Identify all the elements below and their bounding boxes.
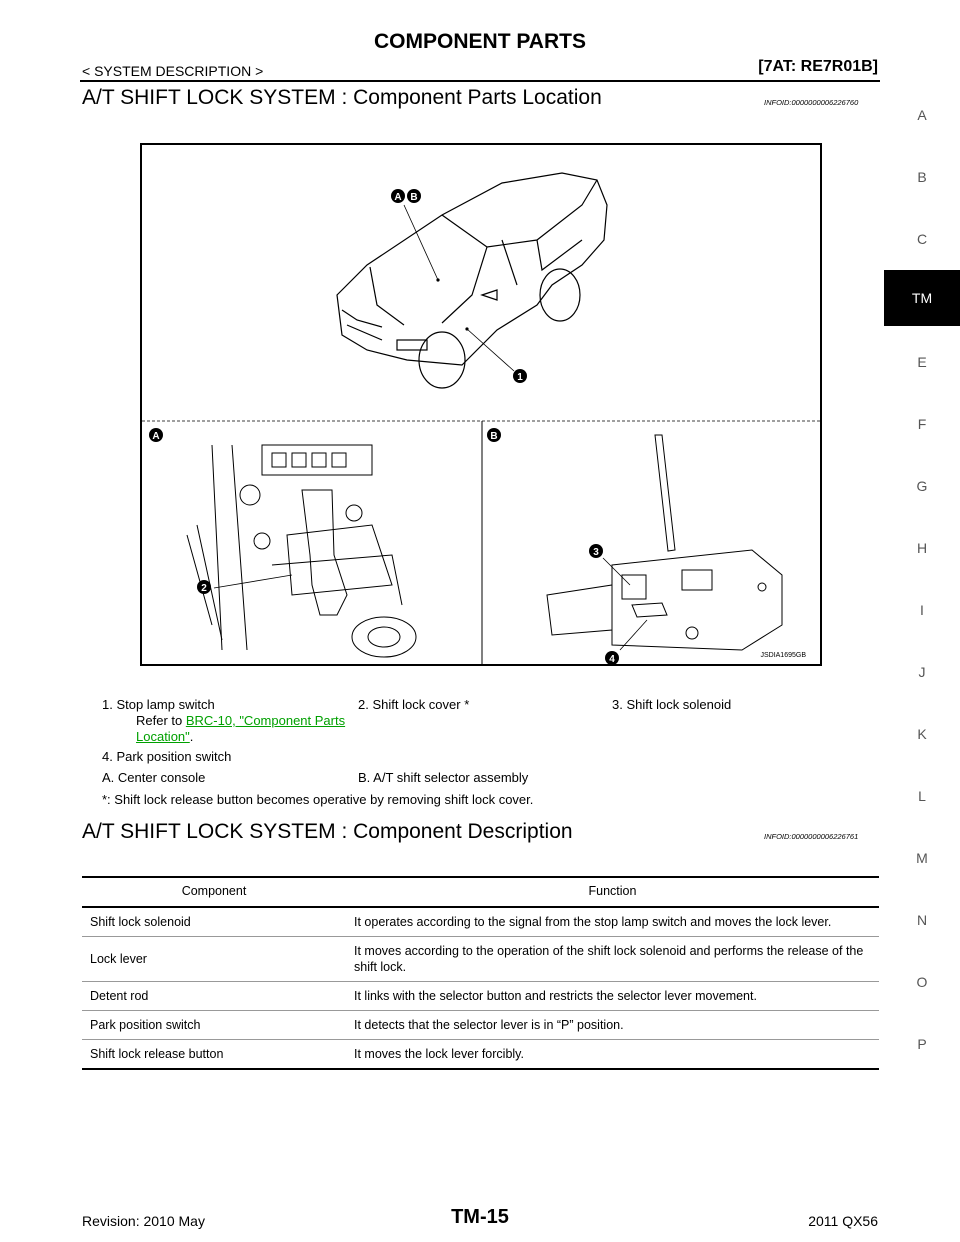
callout-b-panel — [487, 428, 501, 442]
component-location-figure — [140, 143, 822, 666]
svg-text:2: 2 — [201, 583, 207, 594]
figure-id: JSDIA1695GB — [760, 652, 806, 659]
function-cell: It moves the lock lever forcibly. — [346, 1040, 879, 1070]
svg-text:B: B — [410, 192, 418, 203]
component-cell: Shift lock release button — [82, 1040, 346, 1070]
callout-4 — [605, 651, 619, 664]
column-header-component: Component — [82, 877, 346, 907]
legend-item-2: 2. Shift lock cover * — [358, 697, 470, 712]
legend-ref-prefix: Refer to — [136, 713, 186, 728]
footer-model: 2011 QX56 — [808, 1213, 878, 1229]
section-heading-description: A/T SHIFT LOCK SYSTEM : Component Description — [82, 820, 573, 843]
index-tab-o[interactable]: O — [916, 974, 928, 990]
index-tab-c[interactable]: C — [916, 231, 928, 247]
callout-2 — [197, 580, 211, 594]
index-tab-f[interactable]: F — [917, 416, 927, 432]
svg-text:4: 4 — [609, 654, 615, 664]
index-tab-n[interactable]: N — [916, 912, 928, 928]
info-id-description: INFOID:0000000006226761 — [764, 832, 859, 841]
legend-item-1: 1. Stop lamp switch — [102, 697, 215, 712]
table-row — [82, 937, 879, 982]
model-code: [7AT: RE7R01B] — [758, 58, 878, 75]
callout-b-top — [407, 189, 421, 203]
callout-a-panel — [149, 428, 163, 442]
center-console-drawing — [187, 445, 416, 657]
vehicle-diagram — [142, 145, 820, 664]
legend-item-b: B. A/T shift selector assembly — [358, 770, 529, 785]
callout-a-top — [391, 189, 405, 203]
index-tab-a[interactable]: A — [917, 107, 927, 123]
index-tab-p[interactable]: P — [917, 1036, 927, 1052]
section-breadcrumb: < SYSTEM DESCRIPTION > — [82, 63, 264, 79]
component-cell: Detent rod — [82, 982, 346, 1011]
index-tab-g[interactable]: G — [916, 478, 928, 494]
index-tab-m[interactable]: M — [916, 850, 928, 866]
section-index-sidebar — [884, 0, 960, 1242]
callout-1 — [513, 369, 527, 383]
function-cell: It moves according to the operation of the shift lock solenoid and performs the release of the shift lock. — [346, 937, 879, 982]
legend-item-3: 3. Shift lock solenoid — [612, 697, 732, 712]
svg-text:A: A — [394, 192, 402, 203]
info-id-location: INFOID:0000000006226760 — [764, 98, 859, 107]
svg-text:A: A — [152, 431, 160, 442]
index-tab-j[interactable]: J — [918, 664, 926, 680]
footer-revision: Revision: 2010 May — [82, 1213, 205, 1229]
callout-3 — [589, 544, 603, 558]
leader-line-3 — [603, 558, 630, 585]
legend-item-4: 4. Park position switch — [102, 749, 232, 764]
index-tab-h[interactable]: H — [916, 540, 928, 556]
page-number: TM-15 — [451, 1206, 509, 1228]
header-rule — [80, 80, 880, 82]
function-cell: It operates according to the signal from the stop lamp switch and moves the lock lever. — [346, 907, 879, 937]
component-cell: Shift lock solenoid — [82, 907, 346, 937]
index-tab-i[interactable]: I — [920, 602, 924, 618]
index-tab-b[interactable]: B — [917, 169, 927, 185]
index-tab-tm-active[interactable]: TM — [884, 270, 960, 326]
component-function-table — [82, 876, 879, 1070]
table-row — [82, 1040, 879, 1070]
component-cell: Park position switch — [82, 1011, 346, 1040]
function-cell: It links with the selector button and restricts the selector lever movement. — [346, 982, 879, 1011]
legend-note: *: Shift lock release button becomes operative by removing shift lock cover. — [102, 792, 534, 807]
table-header-row — [82, 877, 879, 907]
index-tab-k[interactable]: K — [917, 726, 927, 742]
table-row — [82, 1011, 879, 1040]
legend-item-1-ref — [136, 713, 356, 745]
shift-selector-drawing — [547, 435, 782, 650]
index-tab-e[interactable]: E — [917, 354, 927, 370]
legend-item-a: A. Center console — [102, 770, 206, 785]
section-heading-location: A/T SHIFT LOCK SYSTEM : Component Parts Location — [82, 86, 602, 109]
vehicle-outline — [337, 173, 607, 388]
leader-line-2 — [214, 575, 292, 588]
brc-10-link[interactable]: BRC-10, "Component Parts Location" — [136, 713, 346, 744]
table-row — [82, 907, 879, 937]
page-header-title: COMPONENT PARTS — [374, 30, 586, 53]
legend-ref-suffix: . — [189, 729, 194, 744]
svg-text:1: 1 — [517, 372, 523, 383]
column-header-function: Function — [346, 877, 879, 907]
index-tab-l[interactable]: L — [918, 788, 926, 804]
function-cell: It detects that the selector lever is in “P” position. — [346, 1011, 879, 1040]
svg-text:B: B — [490, 431, 498, 442]
svg-text:3: 3 — [593, 547, 599, 558]
component-cell: Lock lever — [82, 937, 346, 982]
table-row — [82, 982, 879, 1011]
